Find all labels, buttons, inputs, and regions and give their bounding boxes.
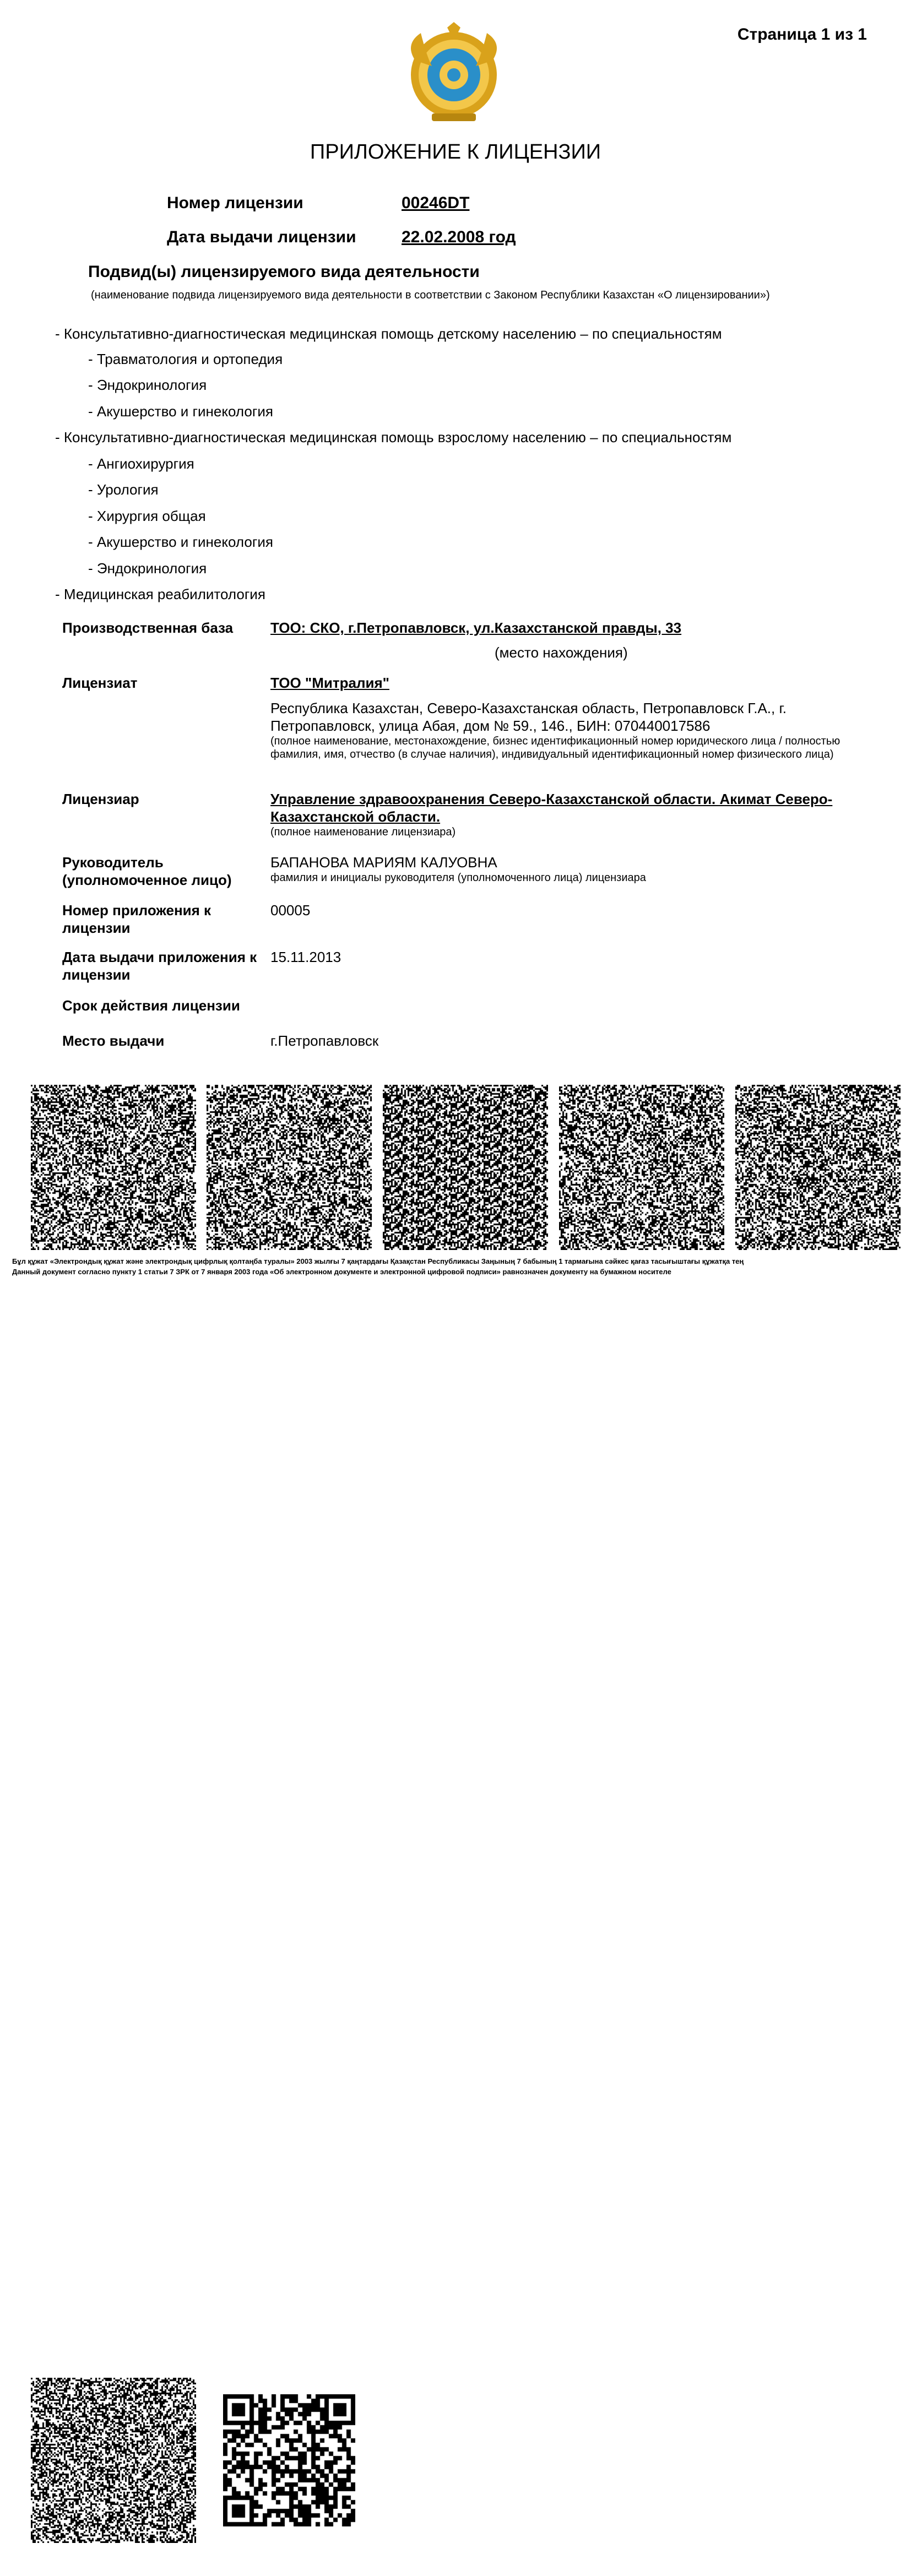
licensee-address: Республика Казахстан, Северо-Казахстанская область, Петропавловск Г.А., г. Петропавловск, улица Абая, дом № 59., 146., БИН: 070440017586 [270, 700, 787, 734]
activity-item: - Акушерство и гинекология [88, 534, 273, 550]
appendix-number-label: Номер приложения к лицензии [62, 902, 212, 936]
activity-item: - Ангиохирургия [88, 455, 194, 472]
document-title: ПРИЛОЖЕНИЕ К ЛИЦЕНЗИИ [310, 140, 601, 164]
head-label: Руководитель (уполномоченное лицо) [62, 854, 232, 888]
licensor-block [270, 790, 854, 839]
2d-barcode-icon [207, 1085, 372, 1250]
licensee-block [270, 674, 854, 761]
production-base-label: Производственная база [62, 619, 234, 636]
2d-barcode-icon [31, 2378, 196, 2543]
production-base-address: ТОО: СКО, г.Петропавловск, ул.Казахстанской правды, 33 [270, 619, 682, 636]
activity-item: - Хирургия общая [88, 508, 206, 524]
2d-barcode-icon [735, 1085, 901, 1250]
2d-barcode-icon [559, 1085, 724, 1250]
activity-item: - Консультативно-диагностическая медицинская помощь взрослому населению – по специальностям [55, 429, 732, 445]
place-value: г.Петропавловск [270, 1032, 379, 1049]
license-date-label: Дата выдачи лицензии [167, 228, 356, 246]
activity-item: - Эндокринология [88, 560, 207, 577]
appendix-date-label: Дата выдачи приложения к лицензии [62, 949, 257, 983]
appendix-number-value: 00005 [270, 902, 311, 919]
page-indicator: Страница 1 из 1 [737, 25, 867, 44]
2d-barcode-icon [31, 1085, 196, 1250]
production-base-note: (место нахождения) [495, 644, 628, 661]
activity-item: - Акушерство и гинекология [88, 403, 273, 420]
licensor-label: Лицензиар [62, 791, 139, 807]
activity-item: - Консультативно-диагностическая медицинская помощь детскому населению – по специальностям [55, 325, 722, 342]
license-date-value: 22.02.2008 год [402, 228, 516, 246]
subtypes-heading: Подвид(ы) лицензируемого вида деятельности [88, 263, 480, 281]
activity-item: - Травматология и ортопедия [88, 351, 283, 367]
activity-item: - Медицинская реабилитология [55, 586, 265, 602]
head-block [270, 854, 854, 884]
qr-code-icon [223, 2394, 355, 2526]
place-label: Место выдачи [62, 1032, 165, 1049]
footer-legal-kz: Бұл құжат «Электрондық құжат және электрондық цифрлық қолтаңба туралы» 2003 жылғы 7 қаңтардағы Қазақстан Республикасы Заңының 7 бабының 1 тармағына сәйкес қағаз тасығыштағы құжатқа тең [12, 1257, 744, 1265]
license-number-label: Номер лицензии [167, 194, 303, 212]
kazakhstan-emblem-icon [399, 22, 509, 124]
license-number-value: 00246DT [402, 194, 470, 212]
validity-label: Срок действия лицензии [62, 997, 240, 1014]
2d-barcode-icon [383, 1085, 548, 1250]
activity-item: - Эндокринология [88, 377, 207, 393]
licensor-note: (полное наименование лицензиара) [270, 826, 456, 838]
subtypes-note: (наименование подвида лицензируемого вида деятельности в соответствии с Законом Республики Казахстан «О лицензировании») [91, 289, 770, 301]
licensee-label: Лицензиат [62, 675, 138, 691]
licensee-name: ТОО "Митралия" [270, 675, 389, 691]
head-value: БАПАНОВА МАРИЯМ КАЛУОВНА [270, 854, 497, 871]
production-base-value [270, 619, 854, 637]
activity-item: - Урология [88, 481, 159, 498]
footer-legal-ru: Данный документ согласно пункту 1 статьи 7 ЗРК от 7 января 2003 года «Об электронном документе и электронной цифровой подписи» равнозначен документу на бумажном носителе [12, 1268, 671, 1276]
licensee-note: (полное наименование, местонахождение, бизнес идентификационный номер юридического лица / полностью фамилия, имя, отчество (в случае наличия), индивидуальный идентификационный номер физического лица) [270, 735, 840, 760]
head-note: фамилия и инициалы руководителя (уполномоченного лица) лицензиара [270, 872, 646, 884]
licensor-value: Управление здравоохранения Северо-Казахстанской области. Акимат Северо-Казахстанской области. [270, 791, 833, 825]
appendix-date-value: 15.11.2013 [270, 949, 341, 965]
